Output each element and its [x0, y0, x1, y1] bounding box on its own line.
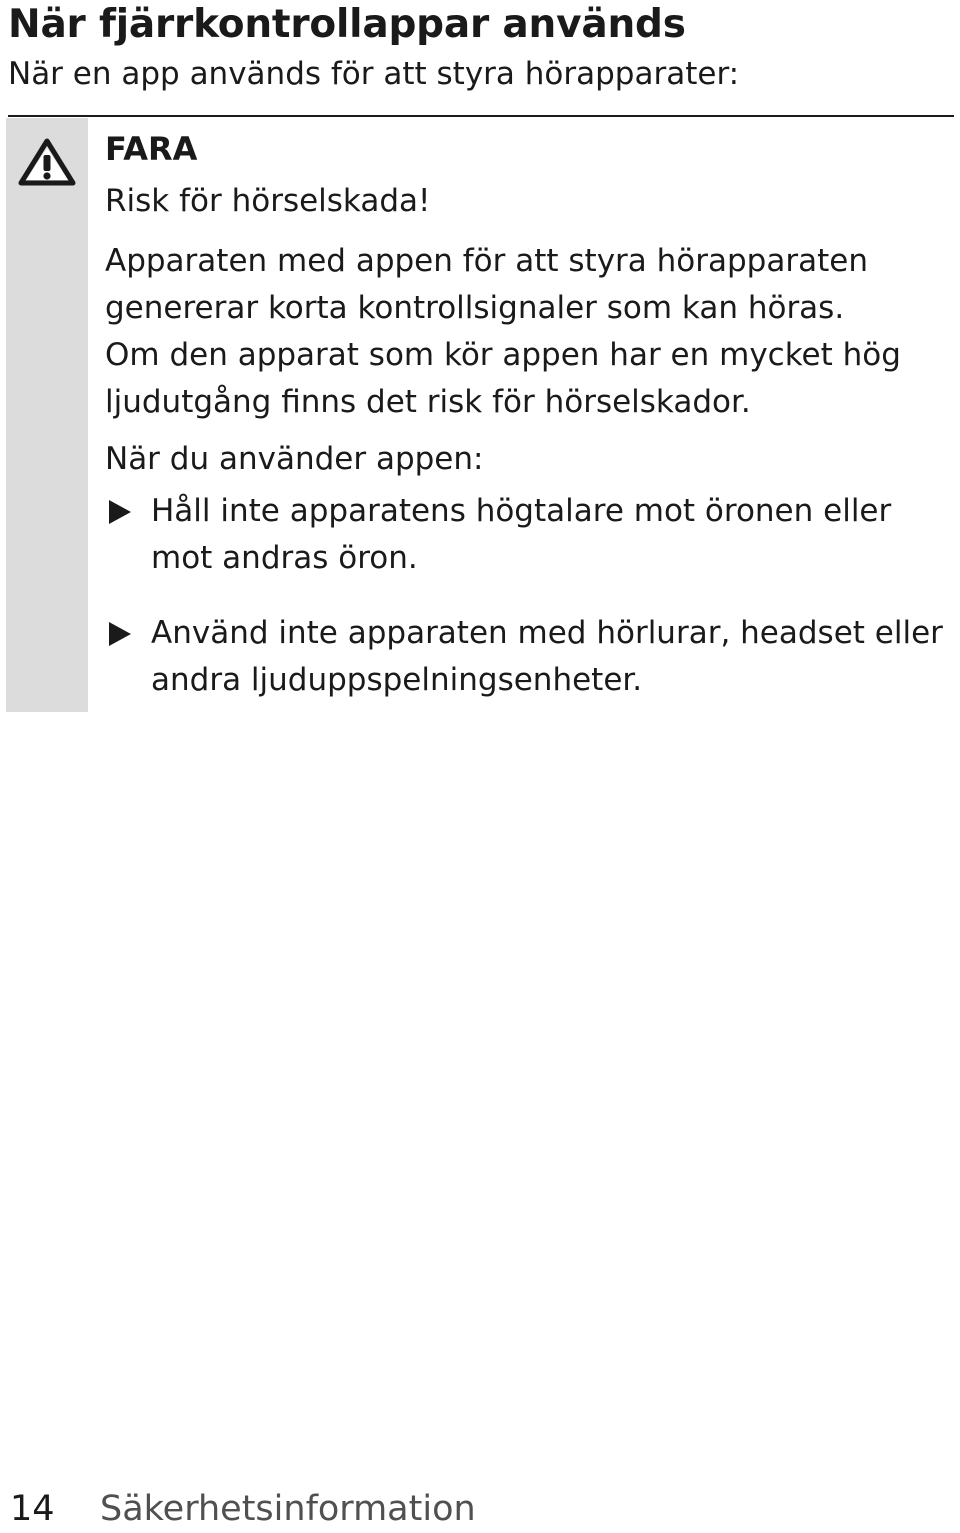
page-title: När fjärrkontrollappar används	[8, 2, 686, 47]
step-text: Håll inte apparatens högtalare mot öronen eller mot andras öron.	[151, 493, 892, 576]
warning-triangle-icon	[17, 137, 77, 187]
instruction-step	[105, 610, 945, 704]
step-arrow-icon	[107, 621, 133, 647]
page-number: 14	[10, 1489, 55, 1529]
hazard-description	[105, 238, 945, 426]
description-sentence: Apparaten med appen för att styra hörapparaten genererar korta kontrollsignaler som kan höras.	[105, 243, 868, 326]
instruction-step	[105, 488, 945, 582]
signal-word: FARA	[105, 130, 198, 168]
hazard-statement: Risk för hörselskada!	[105, 183, 431, 219]
step-text: Använd inte apparaten med hörlurar, headset eller andra ljuduppspelningsenheter.	[151, 615, 943, 698]
description-sentence: Om den apparat som kör appen har en mycket hög ljudutgång finns det risk för hörselskador.	[105, 337, 901, 420]
divider	[8, 115, 954, 117]
warning-side-bar	[6, 118, 88, 712]
warning-content	[105, 126, 945, 704]
page-subtitle: När en app används för att styra hörapparater:	[8, 56, 740, 92]
section-name: Säkerhetsinformation	[100, 1489, 476, 1529]
instruction-lead: När du använder appen:	[105, 441, 484, 477]
step-arrow-icon	[107, 499, 133, 525]
